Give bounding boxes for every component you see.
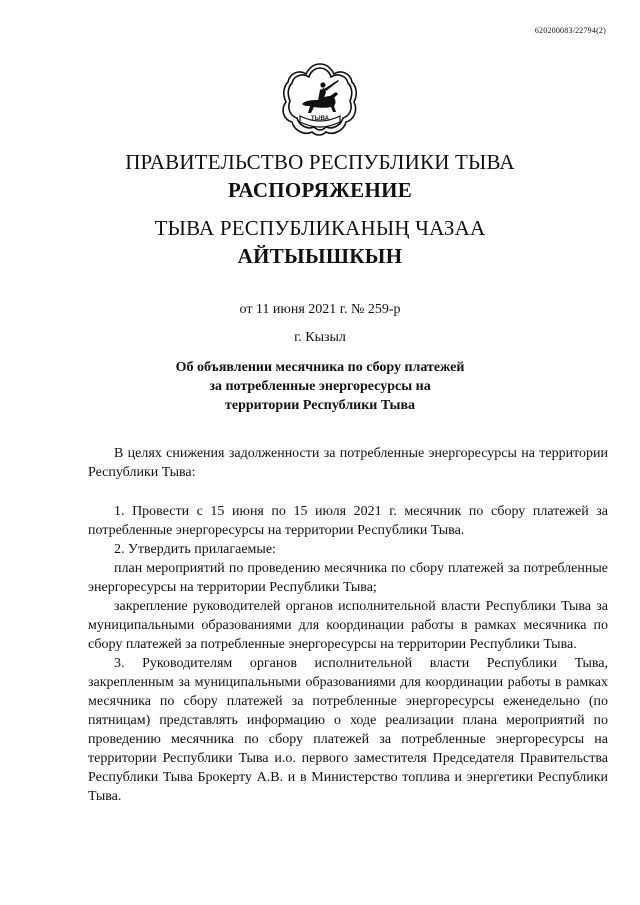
body-paragraph-approve-assignment: закрепление руководителей органов исполнительной власти Республики Тыва за муниципальными образованиями для координации работы в рамках месячника по сбору платежей за потребленные энергоресурсы на территории Республики Тыва. bbox=[88, 599, 608, 652]
document-city: г. Кызыл bbox=[294, 330, 346, 345]
document-type: РАСПОРЯЖЕНИЕ bbox=[227, 178, 413, 202]
body-paragraph-item-1: 1. Провести с 15 июня по 15 июля 2021 г. месячник по сбору платежей за потребленные энергоресурсы на территории Республики Тыва. bbox=[88, 504, 608, 538]
government-title-tyvan: ТЫВА РЕСПУБЛИКАНЫҢ ЧАЗАА bbox=[154, 216, 486, 240]
subject-line: Об объявлении месячника по сбору платежей bbox=[175, 360, 465, 375]
body-paragraph-item-3: 3. Руководителям органов исполнительной власти Республики Тыва, закрепленным за муниципальными образованиями для координации работы в рамках месячника по сбору платежей за потребленные энергоресурсы еженедельно (по пятницам) представлять информацию о ходе реализации плана мероприятий по проведению месячника по сбору платежей за потребленные энергоресурсы на территории Республики Тыва и.о. первого заместителя Председателя Правительства Республики Тыва Брокерту А.В. и в Министерство топлива и энергетики Республики Тыва. bbox=[88, 656, 608, 804]
body-paragraph-preamble: В целях снижения задолженности за потребленные энергоресурсы на территории Республики Тыва: bbox=[88, 446, 608, 480]
document-subject bbox=[0, 358, 640, 415]
subject-line: территории Республики Тыва bbox=[224, 398, 416, 413]
document-body bbox=[88, 444, 608, 806]
body-paragraph-item-2: 2. Утвердить прилагаемые: bbox=[114, 542, 276, 557]
emblem-icon bbox=[278, 56, 362, 140]
document-id-code: 620200083/22794(2) bbox=[534, 26, 606, 35]
coat-of-arms-emblem bbox=[278, 56, 362, 140]
document-type-tyvan: АЙТЫЫШКЫН bbox=[237, 244, 403, 268]
document-date-number: от 11 июня 2021 г. № 259-р bbox=[239, 302, 401, 317]
subject-line: за потребленные энергоресурсы на bbox=[209, 379, 431, 394]
government-title: ПРАВИТЕЛЬСТВО РЕСПУБЛИКИ ТЫВА bbox=[125, 150, 515, 174]
emblem-label: ТЫВА bbox=[311, 116, 329, 122]
body-paragraph-approve-plan: план мероприятий по проведению месячника по сбору платежей за потребленные энергоресурсы на территории Республики Тыва; bbox=[88, 561, 608, 595]
